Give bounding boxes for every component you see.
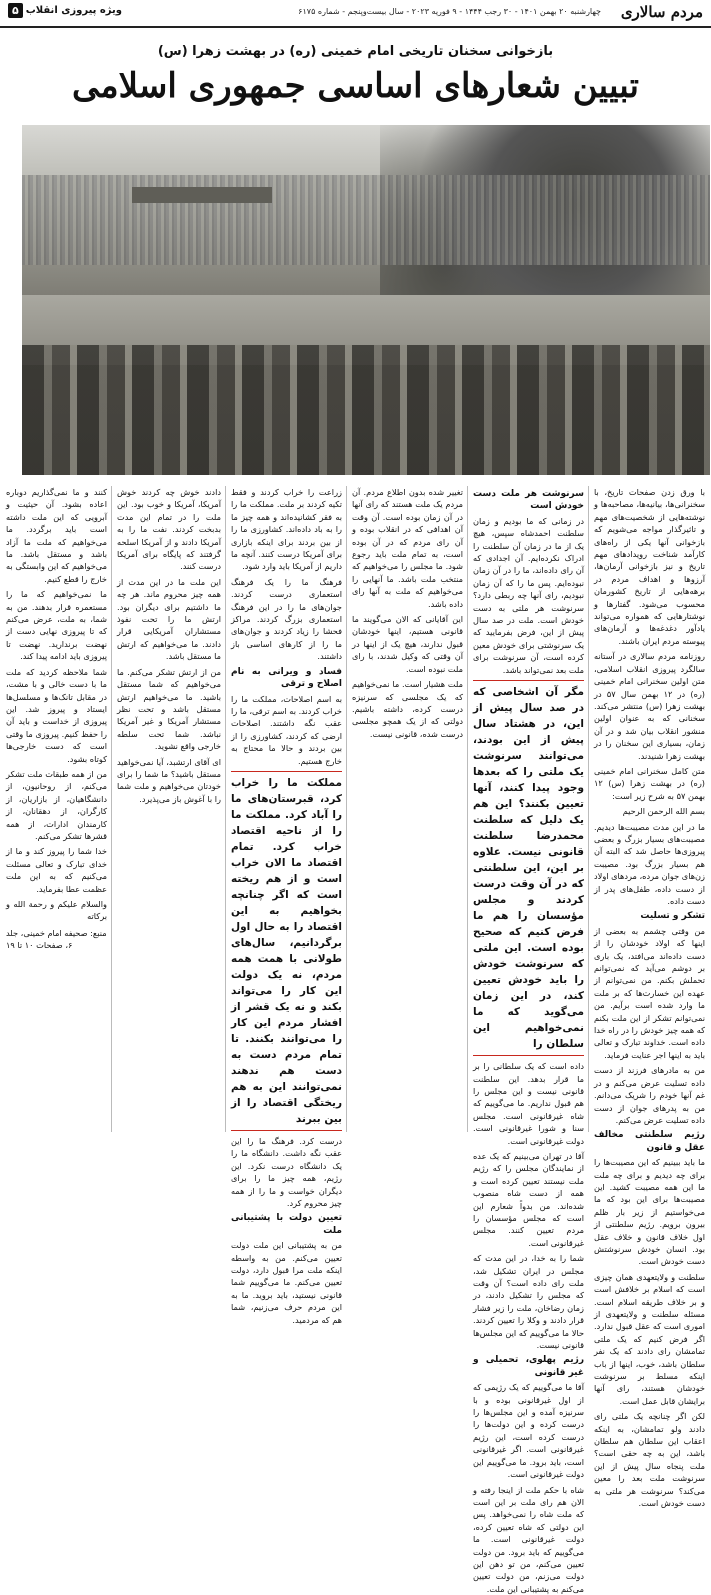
article-paragraph: من از همه طبقات ملت تشکر می‌کنم، از روحانیون، از دانشگاهیان، از بازاریان، از کارگران، از دهقانان، از کارمندان ادارات، از همه قشرها تشکر می‌کنم.: [6, 768, 107, 842]
article-paragraph: شما را به خدا، در این مدت که مجلس در ایران تشکیل شد، ملت رای داده است؟ آن وقت که مجلس را تشکیل دادند، در زمان رضاخان، ملت را زیر فشار قرار دادند و وکلا را تعیین کردند. حالا ما می‌گوییم که این مجلس‌ها قانونی نیست.: [473, 1252, 584, 1351]
article-paragraph: آقا در تهران می‌بینیم که یک عده از نمایندگان مجلس را که رژیم ملت نیستند تعیین کرده است و همه از دست شاه منصوب شده‌اند. من بدواً شعارم این است که مجلس مؤسسان را مردم تعیین کنند. مجلس غیرقانونی است.: [473, 1150, 584, 1249]
article-paragraph: این آقایانی که الان می‌گویند ما قانونی هستیم، اینها خودشان قبول ندارند، هیچ یک از اینها در آن وقتی که وکیل شدند، با رای ملت نبوده است.: [352, 613, 463, 675]
article-subheading: تعیین دولت با پشتیبانی ملت: [231, 1212, 342, 1237]
photo-crowd: [22, 175, 710, 265]
article-paragraph: خدا شما را پیروز کند و ما از خدای تبارک و تعالی مسئلت می‌کنیم که به این ملت عظمت عطا بفرماید.: [6, 845, 107, 895]
article-column-2: [473, 486, 584, 1132]
article-subheading: رژیم پهلوی، تحمیلی و غیر قانونی: [473, 1354, 584, 1379]
article-paragraph: روزنامه مردم سالاری در آستانه سالگرد پیروزی انقلاب اسلامی، متن اولین سخنرانی امام خمینی (ره) در ۱۲ بهمن سال ۵۷ در بهشت زهرا (س) منتشر می‌کند. سخنانی که به عنوان اولین منشور انقلاب بیان شد و در آن زمان، بسیاری این سخنان را در بهشت زهرا شنیدند.: [594, 650, 705, 762]
article-paragraph: من وقتی چشمم به بعضی از اینها که اولاد خودشان را از دست داده‌اند می‌افتد، یک باری بر دوشم می‌آید که نمی‌توانم تحملش بکنم. من نمی‌توانم از عهده این خسارت‌ها که بر ملت ما وارد شده است برآیم. من نمی‌توانم تشکر از این ملت بکنم که همه چیز خودش را در راه خدا داده است. خداوند تبارک و تعالی باید به اینها اجر عنایت فرماید.: [594, 925, 705, 1061]
article-supertitle: بازخوانی سخنان تاریخی امام خمینی (ره) در بهشت زهرا (س): [0, 44, 711, 59]
column-divider: [225, 486, 226, 1132]
article-paragraph: من به مادرهای فرزند از دست داده تسلیت عرض می‌کنم و در غم آنها خودم را شریک می‌دانم. من به پدرهای جوان از دست داده تسلیت عرض می‌کنم.: [594, 1064, 705, 1126]
article-column-4: [231, 486, 342, 1132]
article-source: منبع: صحیفه امام خمینی، جلد ۶، صفحات ۱۰ تا ۱۹: [6, 927, 107, 952]
article-paragraph: با ورق زدن صفحات تاریخ، با سخنرانی‌ها، بیانیه‌ها، مصاحبه‌ها و نوشته‌هایی از شخصیت‌های مهم و تاثیرگذار مواجه می‌شویم که بازخوانی آنها یکی از راه‌های کارآمد شناخت رویدادهای مهم تاریخ و نیز بازخوانی آرمان‌ها، آرزوها و اهداف مردم در برهه‌هایی از تاریخ کشورمان محسوب می‌شود. گفتارها و نوشتارهایی که همواره می‌تواند یادآور دغدغه‌ها و آرمان‌های پیوسته مردم ایران باشند.: [594, 486, 705, 647]
pull-quote: مگر آن اشخاصی که در صد سال پیش از این، در هشتاد سال پیش از این بودند، می‌توانند سرنوشت یک ملتی را که بعدها وجود پیدا کنند، آنها تعیین بکنند؟ این هم یک دلیل که سلطنت محمدرضا سلطنت قانونی نیست. علاوه بر این، این سلطنتی که در آن وقت درست کردند و مجلس مؤسسان را هم ما فرض کنیم که صحیح بوده است. این ملتی که سرنوشت خودش را باید خودش تعیین کند، در این زمان می‌گوید که ما نمی‌خواهیم این سلطان را: [473, 680, 584, 1056]
article-column-3: [352, 486, 463, 1132]
page-header: [0, 0, 711, 28]
article-headline: تبیین شعارهای اساسی جمهوری اسلامی: [0, 66, 711, 106]
article-paragraph: والسلام علیکم و رحمة الله و برکاته: [6, 898, 107, 923]
article-paragraph: ای آقای ارتشبد، آیا نمی‌خواهید مستقل باشید؟ ما شما را برای خودتان می‌خواهیم و ملت شما را با آغوش باز می‌پذیرد.: [117, 756, 221, 806]
article-column-5: [117, 486, 221, 1132]
article-paragraph: دادند خوش چه کردند خوش آمریکا، آمریکا و خوب بود. این ملت را در تمام این مدت بدبخت کردند. نفت ما را به آمریکا دادند و از آمریکا اسلحه گرفتند که پایگاه برای آمریکا درست کنند.: [117, 486, 221, 573]
article-paragraph: ما در این مدت مصیبت‌ها دیدیم. مصیبت‌های بسیار بزرگ و بعضی پیروزی‌ها حاصل شد که البته آن هم بسیار بزرگ بود. مصیبت زن‌های جوان مرده، مردهای اولاد از دست داده، طفل‌های پدر از دست داده.: [594, 821, 705, 908]
article-paragraph: به اسم اصلاحات، مملکت ما را خراب کردند. به اسم ترقی، ما را عقب نگه داشتند. اصلاحات ارضی که کردند، کشاورزی را از بین بردند و حالا ما محتاج به خارج هستیم.: [231, 693, 342, 767]
article-paragraph: آقا ما می‌گوییم که یک رژیمی که از اول غیرقانونی بوده و با سرنیزه آمده و این مجلس‌ها را درست کرده و این دولت‌ها را درست کرده است، این رژیم غیرقانونی است. اگر غیرقانونی است، باید برود. ما می‌گوییم این دولت غیرقانونی است.: [473, 1381, 584, 1480]
article-paragraph: من از ارتش تشکر می‌کنم. ما می‌خواهیم که شما مستقل باشید. ما می‌خواهیم ارتش مستقل باشد و تحت نظر مستشار آمریکا و غیر آمریکا نباشد. شما تحت سلطه خارجی واقع نشوید.: [117, 666, 221, 753]
column-divider: [588, 486, 589, 1132]
article-subheading: تشکر و تسلیت: [594, 910, 705, 922]
article-paragraph: ما باید ببینیم که این مصیبت‌ها را برای چه دیدیم و برای چه ملت ما این همه مصیبت کشید. این مصیبت‌ها برای این بود که ما می‌خواستیم از زیر بار ظلم بیرون برویم. رژیم سلطنتی از اول خلاف قانون و خلاف عقل بود. انسان خودش سرنوشتش دست خودش است.: [594, 1156, 705, 1268]
article-paragraph: تغییر شده بدون اطلاع مردم. آن مردم یک ملت هستند که رای آنها در آن زمان بوده است. آن وقت آن اهدافی که در انقلاب بوده و آن رای مردم که در آن بوده است، به تمام ملت باید رجوع شود. ما مجلس را می‌خواهیم که منتخب ملت باشد. ما آنهایی را می‌خواهیم که ملت به آنها رای داده باشد.: [352, 486, 463, 610]
article-subheading: رژیم سلطنتی مخالف عقل و قانون: [594, 1129, 705, 1154]
article-paragraph: در زمانی که ما بودیم و زمان سلطنت احمدشاه سپس، هیچ یک از ما در زمان آن سلطنت را ادراک نکرده‌ایم. آن اجدادی که آن رای داده‌اند، ما را در آن زمان نبوده‌ایم. پس ما را که آن زمان نبودیم، رای آنها چه ربطی دارد؟ سرنوشت هر ملتی به دست خودش است. ملت در صد سال پیش از این، فرض بفرمایید که یک سرنوشتی برای خودش معین کرده است، آن سرنوشت برای ملت بعد نمی‌تواند باشد.: [473, 515, 584, 676]
newspaper-brand: مردم سالاری: [621, 3, 703, 21]
article-paragraph: من به پشتیبانی این ملت دولت تعیین می‌کنم. من به واسطه اینکه ملت مرا قبول دارد، دولت تعیین می‌کنم. ما می‌گوییم شما قانونی نیستید، باید بروید. ما به این مردم حرف می‌زنیم، شما هم که مردمید.: [231, 1239, 342, 1326]
special-section-label: ویژه پیروزی انقلاب: [26, 5, 122, 16]
photo-foreground-figures: [22, 345, 710, 475]
column-divider: [346, 486, 347, 1132]
article-paragraph: متن کامل سخنرانی امام خمینی (ره) در بهشت زهرا (س) ۱۲ بهمن ۵۷ به شرح زیر است:: [594, 765, 705, 802]
article-paragraph: شاه با حکم ملت از اینجا رفته و الان هم رای ملت بر این است که ملت شاه را نمی‌خواهد. پس این دولتی که شاه تعیین کرده، دولت غیرقانونی است. ما می‌گوییم که باید برود. من دولت تعیین می‌کنم، من تو دهن این دولت می‌زنم، من دولت تعیین می‌کنم به پشتیبانی این ملت.: [473, 1484, 584, 1595]
article-paragraph: فرهنگ ما را یک فرهنگ استعماری درست کردند. جوان‌های ما را در این فرهنگ استعماری بزرگ کردند. مراکز فحشا را زیاد کردند و جوان‌های ما را از کارهای اساسی باز داشتند.: [231, 576, 342, 663]
article-paragraph: درست کرد. فرهنگ ما را این عقب نگه داشت. دانشگاه ما را یک دانشگاه درست نکرد. این رژیم، همه چیز ما را برای دیگران خواست و ما را از همه چیز محروم کرد.: [231, 1135, 342, 1209]
article-column-6: [6, 486, 107, 1132]
article-paragraph: این ملت ما در این مدت از همه چیز محروم ماند. هر چه ما داشتیم برای دیگران بود. ارتش ما را تحت نفوذ مستشاران آمریکایی قرار دادند. ما می‌خواهیم که ارتش ما مستقل باشد.: [117, 576, 221, 663]
article-subheading: فساد و ویرانی به نام اصلاح و ترقی: [231, 666, 342, 691]
article-paragraph: شما ملاحظه کردید که ملت ما با دست خالی و با مشت، در مقابل تانک‌ها و مسلسل‌ها ایستاد و پیروز شد. این پیروزی از خداست و باید آن را حفظ کنیم. پیروزی ما وقتی است که دست خارجی‌ها کوتاه بشود.: [6, 666, 107, 765]
article-body: [6, 486, 705, 1132]
historic-speech-photo: [22, 125, 710, 475]
article-paragraph: ملت هشیار است. ما نمی‌خواهیم که یک مجلسی که سرنیزه درست کرده، داشته باشیم. دولتی که از یک همچو مجلسی درست شده، قانونی نیست.: [352, 678, 463, 740]
issue-dateline: چهارشنبه ۲۰ بهمن ۱۴۰۱ - ۳۰ رجب ۱۴۴۴ - ۹ فوریه ۲۰۲۳ - سال بیست‌وپنجم - شماره ۶۱۷۵: [298, 7, 601, 16]
article-paragraph: ما نمی‌خواهیم که ما را مستعمره قرار بدهند. من به شما، به ملت، عرض می‌کنم که تا پیروزی نهایی دست از نهضت برندارید. نهضت تا پیروزی باید ادامه پیدا کند.: [6, 588, 107, 662]
article-paragraph: کنند و ما نمی‌گذاریم دوباره اعاده بشود. آن حیثیت و آبرویی که این ملت داشته است باید برگردد. ما می‌خواهیم که ملت ما آزاد باشد و مستقل باشد. ما می‌خواهیم که این وابستگی به خارج را قطع کنیم.: [6, 486, 107, 585]
photo-banner: [132, 187, 272, 203]
column-divider: [111, 486, 112, 1132]
article-paragraph: زراعت را خراب کردند و فقط تکیه کردند بر ملت. مملکت ما را به فقر کشانیده‌اند و همه چیز ما را به باد داده‌اند. کشاورزی ما را از بین بردند برای اینکه بازاری برای آمریکا درست کنند. آنچه ما داریم از آمریکا باید وارد شود.: [231, 486, 342, 573]
article-paragraph: بسم الله الرحمن الرحیم: [594, 805, 705, 817]
article-paragraph: لکن اگر چنانچه یک ملتی رای دادند ولو تمامشان، به اینکه اعقاب این سلطان هم سلطان باشد، این به چه حقی است؟ ملت پنجاه سال پیش از این سرنوشت ملت بعد را معین می‌کند؟ سرنوشت هر ملتی به دست خودش است.: [594, 1410, 705, 1509]
column-divider: [467, 486, 468, 1132]
article-paragraph: سلطنت و ولایتعهدی همان چیزی است که اسلام بر خلافش است و بر خلاف طریقه اسلام است. مسئله سلطنت و ولایتعهدی از اموری است که عقل قبول ندارد. اگر فرض کنیم که یک ملتی تمامشان رای دادند که یک نفر سلطان باشد، خوب، اینها از باب اینکه مسلط بر سرنوشت خودشان هستند، رای آنها برایشان قابل عمل است.: [594, 1271, 705, 1407]
special-section-tag: [8, 3, 122, 18]
page-number: ۵: [8, 3, 23, 18]
article-column-1: [594, 486, 705, 1132]
article-paragraph: داده است که یک سلطانی را بر ما قرار بدهد. این سلطنت قانونی نیست و این مجلس را هم قبول نداریم. ما می‌گوییم که شاه غیرقانونی است. مجلس سنا و شورا غیرقانونی است. دولت غیرقانونی است.: [473, 1060, 584, 1147]
article-subheading: سرنوشت هر ملت دست خودش است: [473, 488, 584, 513]
pull-quote: مملکت ما را خراب کرد، قبرستان‌های ما را آباد کرد. مملکت ما را از ناحیه اقتصاد خراب کرد. تمام اقتصاد ما الان خراب است و از هم ریخته است که اگر چنانچه بخواهیم به این اقتصاد را به حال اول برگردانیم، سال‌های طولانی با همت همه مردم، نه یک دولت این کار را می‌تواند بکند و نه یک قشر از افشار مردم این کار را می‌توانند بکنند. تا تمام مردم دست به دست هم ندهند نمی‌توانند این به هم ریختگی اقتصاد را از بین ببرند: [231, 771, 342, 1131]
